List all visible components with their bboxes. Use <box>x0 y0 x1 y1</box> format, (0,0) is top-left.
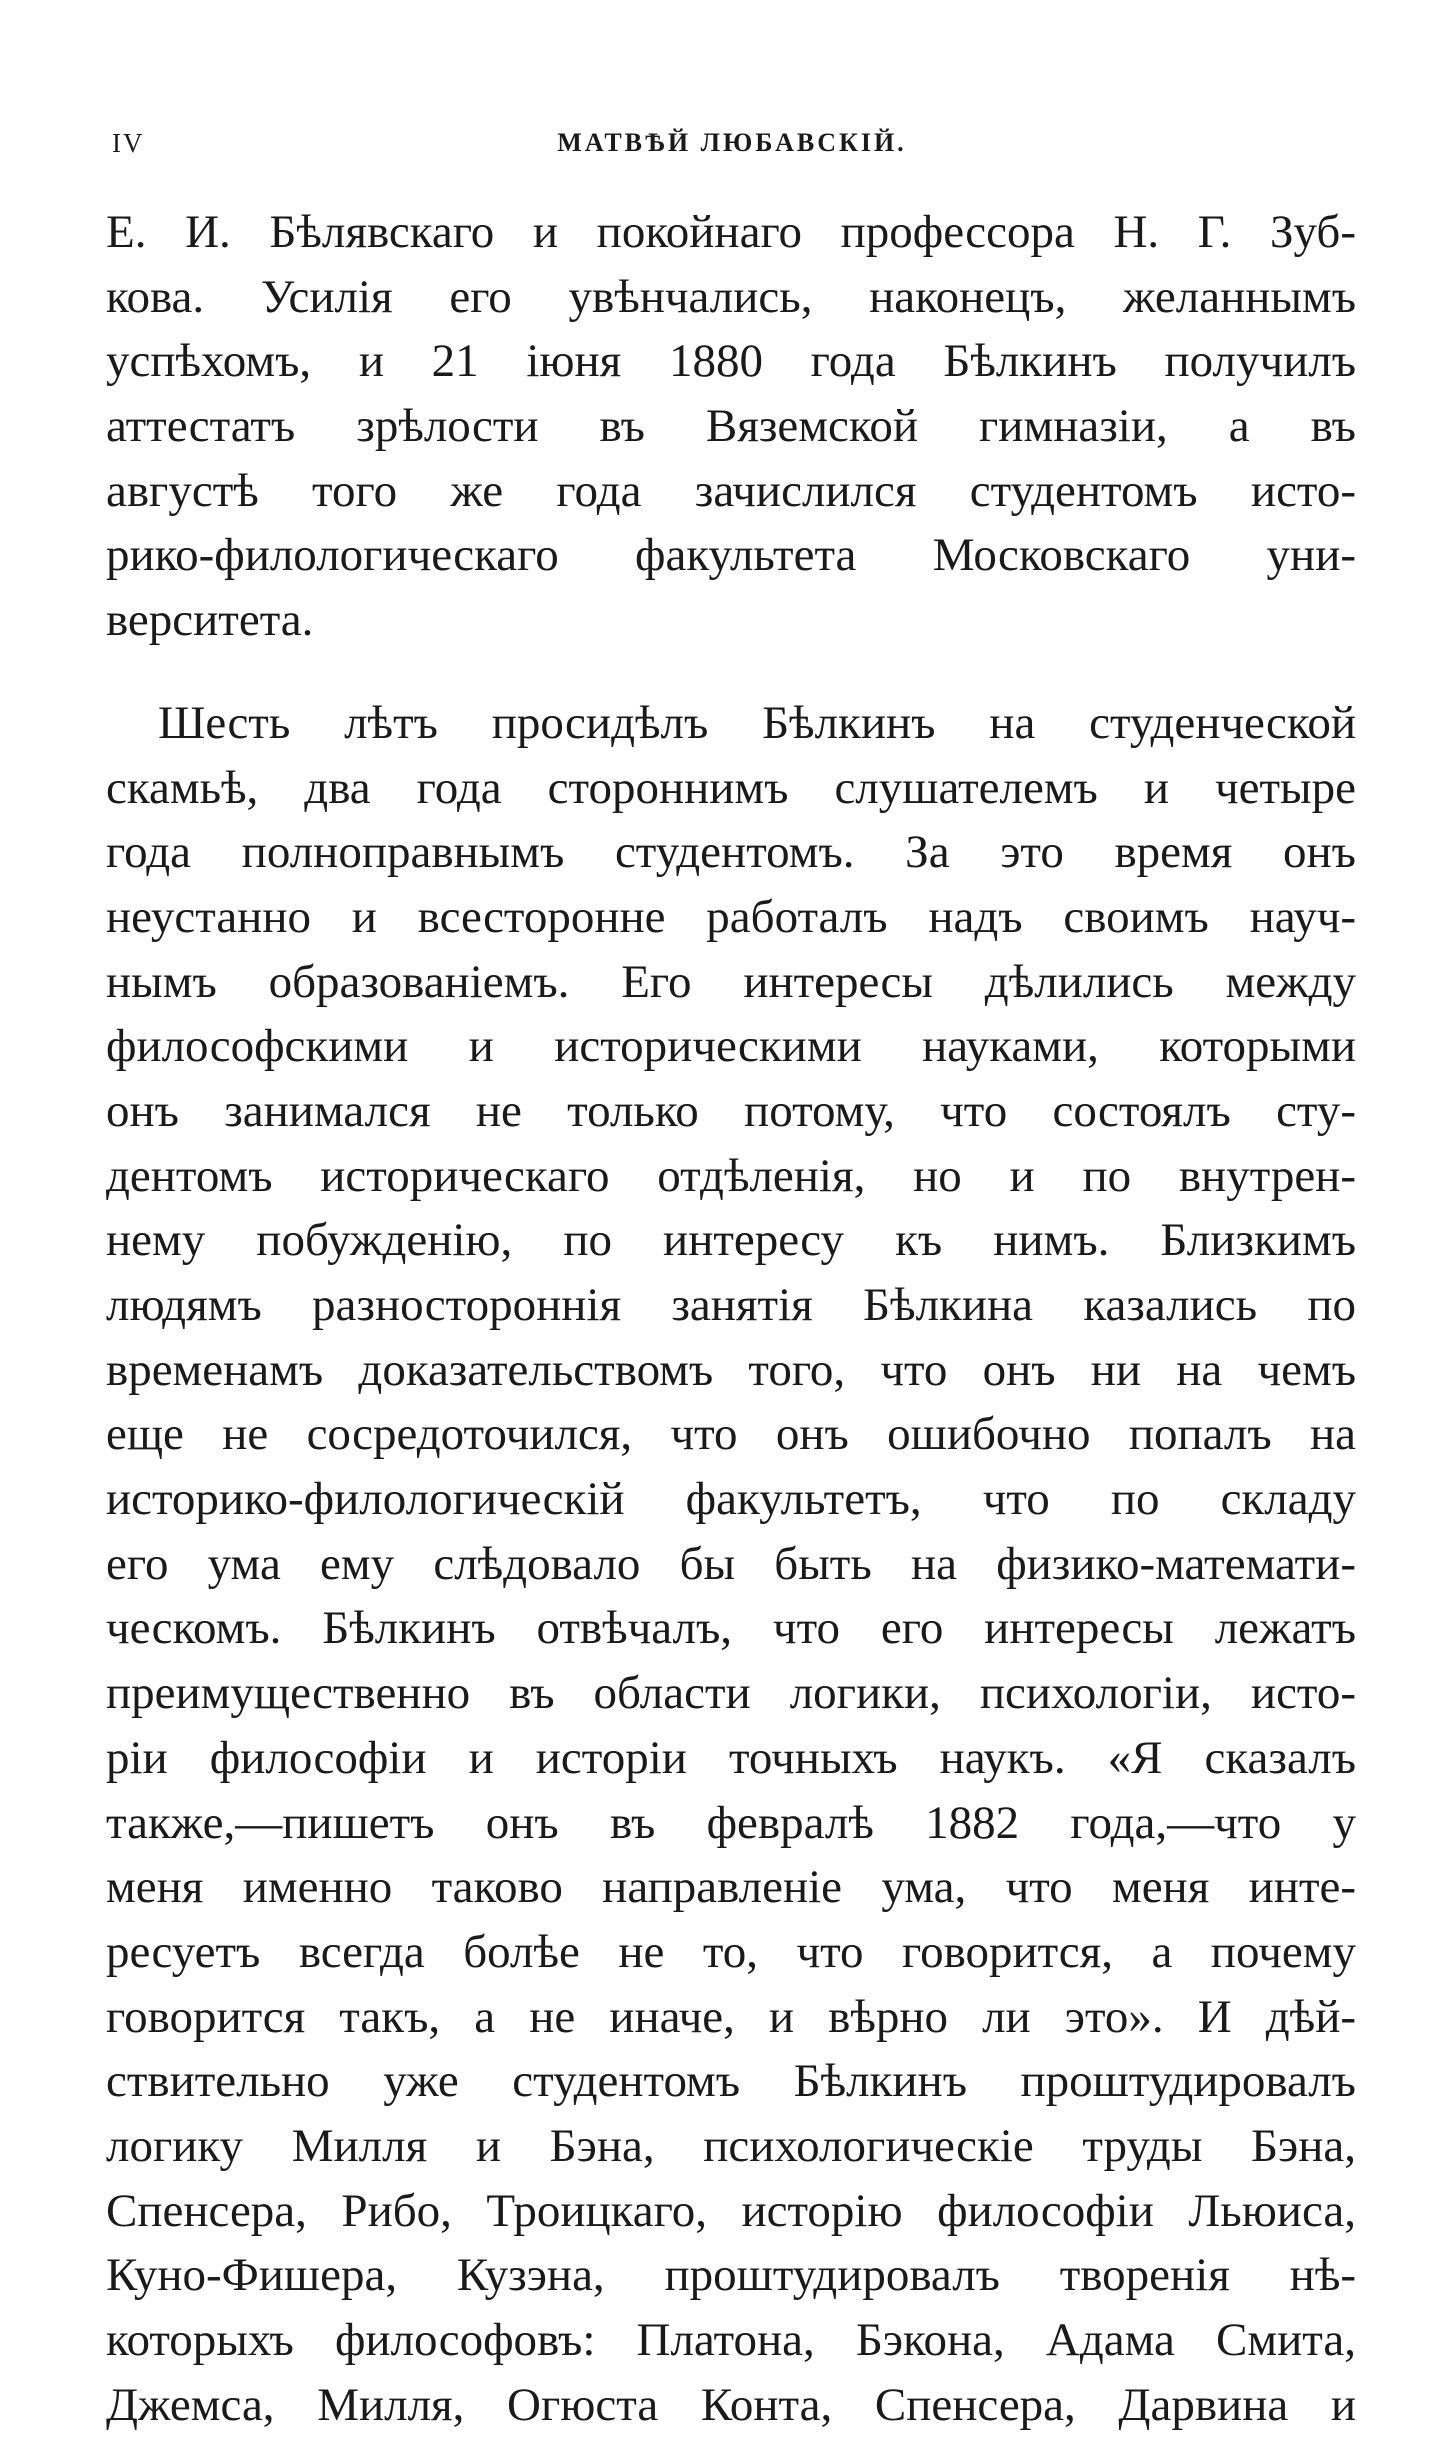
text-line: онъ занимался не только потому, что состоялъ сту- <box>106 1084 1356 1137</box>
page-number: IV <box>112 128 145 158</box>
text-line: Е. И. Бѣлявскаго и покойнаго профессора Н. Г. Зуб- <box>106 206 1356 258</box>
text-line: логику Милля и Бэна, психологическіе труды Бэна, <box>106 2119 1356 2172</box>
running-head <box>112 128 1352 168</box>
paragraph-1 <box>106 200 1356 653</box>
text-line: неустанно и всесторонне работалъ надъ своимъ науч- <box>106 890 1356 943</box>
body-text <box>106 200 1356 2437</box>
text-line: Куно-Фишера, Кузэна, проштудировалъ творенія нѣ- <box>106 2249 1356 2302</box>
text-line: временамъ доказательствомъ того, что онъ ни на чемъ <box>106 1343 1356 1396</box>
text-line: ческомъ. Бѣлкинъ отвѣчалъ, что его интересы лежатъ <box>106 1602 1356 1655</box>
text-line: которыхъ философовъ: Платона, Бэкона, Адама Смита, <box>106 2314 1356 2366</box>
text-line: нымъ образованіемъ. Его интересы дѣлились между <box>106 955 1356 1008</box>
text-line: верситета. <box>106 594 314 647</box>
running-title: МАТВѢЙ ЛЮБАВСКІЙ. <box>557 128 907 157</box>
text-line: нему побужденію, по интересу къ нимъ. Близкимъ <box>106 1214 1356 1267</box>
text-line: рико-филологическаго факультета Московскаго уни- <box>106 529 1356 582</box>
text-line: историко-филологическій факультетъ, что по складу <box>106 1473 1356 1526</box>
text-line: ресуетъ всегда болѣе не то, что говорится, а почему <box>106 1925 1356 1978</box>
text-line: Шесть лѣтъ просидѣлъ Бѣлкинъ на студенческой <box>158 696 1356 749</box>
text-line: людямъ разностороннія занятія Бѣлкина казались по <box>106 1279 1356 1331</box>
text-line: скамьѣ, два года стороннимъ слушателемъ и четыре <box>106 761 1356 814</box>
paragraph-gap <box>106 653 1356 691</box>
text-line: успѣхомъ, и 21 іюня 1880 года Бѣлкинъ получилъ <box>106 335 1356 388</box>
text-line: аттестатъ зрѣлости въ Вяземской гимназіи, а въ <box>106 400 1356 453</box>
text-line: его ума ему слѣдовало бы быть на физико-математи- <box>106 1537 1356 1590</box>
text-line: ріи философіи и исторіи точныхъ наукъ. «Я сказалъ <box>106 1731 1356 1784</box>
text-line: еще не сосредоточился, что онъ ошибочно попалъ на <box>106 1408 1356 1461</box>
text-line: говорится такъ, а не иначе, и вѣрно ли это». И дѣй- <box>106 1990 1356 2043</box>
paragraph-2 <box>106 691 1356 2438</box>
text-line: Спенсера, Рибо, Троицкаго, исторію философіи Льюиса, <box>106 2184 1356 2237</box>
text-line: преимущественно въ области логики, психологіи, исто- <box>106 1667 1356 1720</box>
text-line: меня именно таково направленіе ума, что меня инте- <box>106 1861 1356 1914</box>
text-line: ствительно уже студентомъ Бѣлкинъ проштудировалъ <box>106 2055 1356 2108</box>
text-line: также,—пишетъ онъ въ февралѣ 1882 года,—что у <box>106 1796 1356 1849</box>
text-line: кова. Усилія его увѣнчались, наконецъ, желаннымъ <box>106 270 1356 323</box>
text-line: философскими и историческими науками, которыми <box>106 1020 1356 1073</box>
text-line: августѣ того же года зачислился студентомъ исто- <box>106 464 1356 517</box>
text-line: Джемса, Милля, Огюста Конта, Спенсера, Дарвина и <box>106 2378 1356 2431</box>
text-line: дентомъ историческаго отдѣленія, но и по внутрен- <box>106 1149 1356 1202</box>
text-line: года полноправнымъ студентомъ. За это время онъ <box>106 826 1356 879</box>
